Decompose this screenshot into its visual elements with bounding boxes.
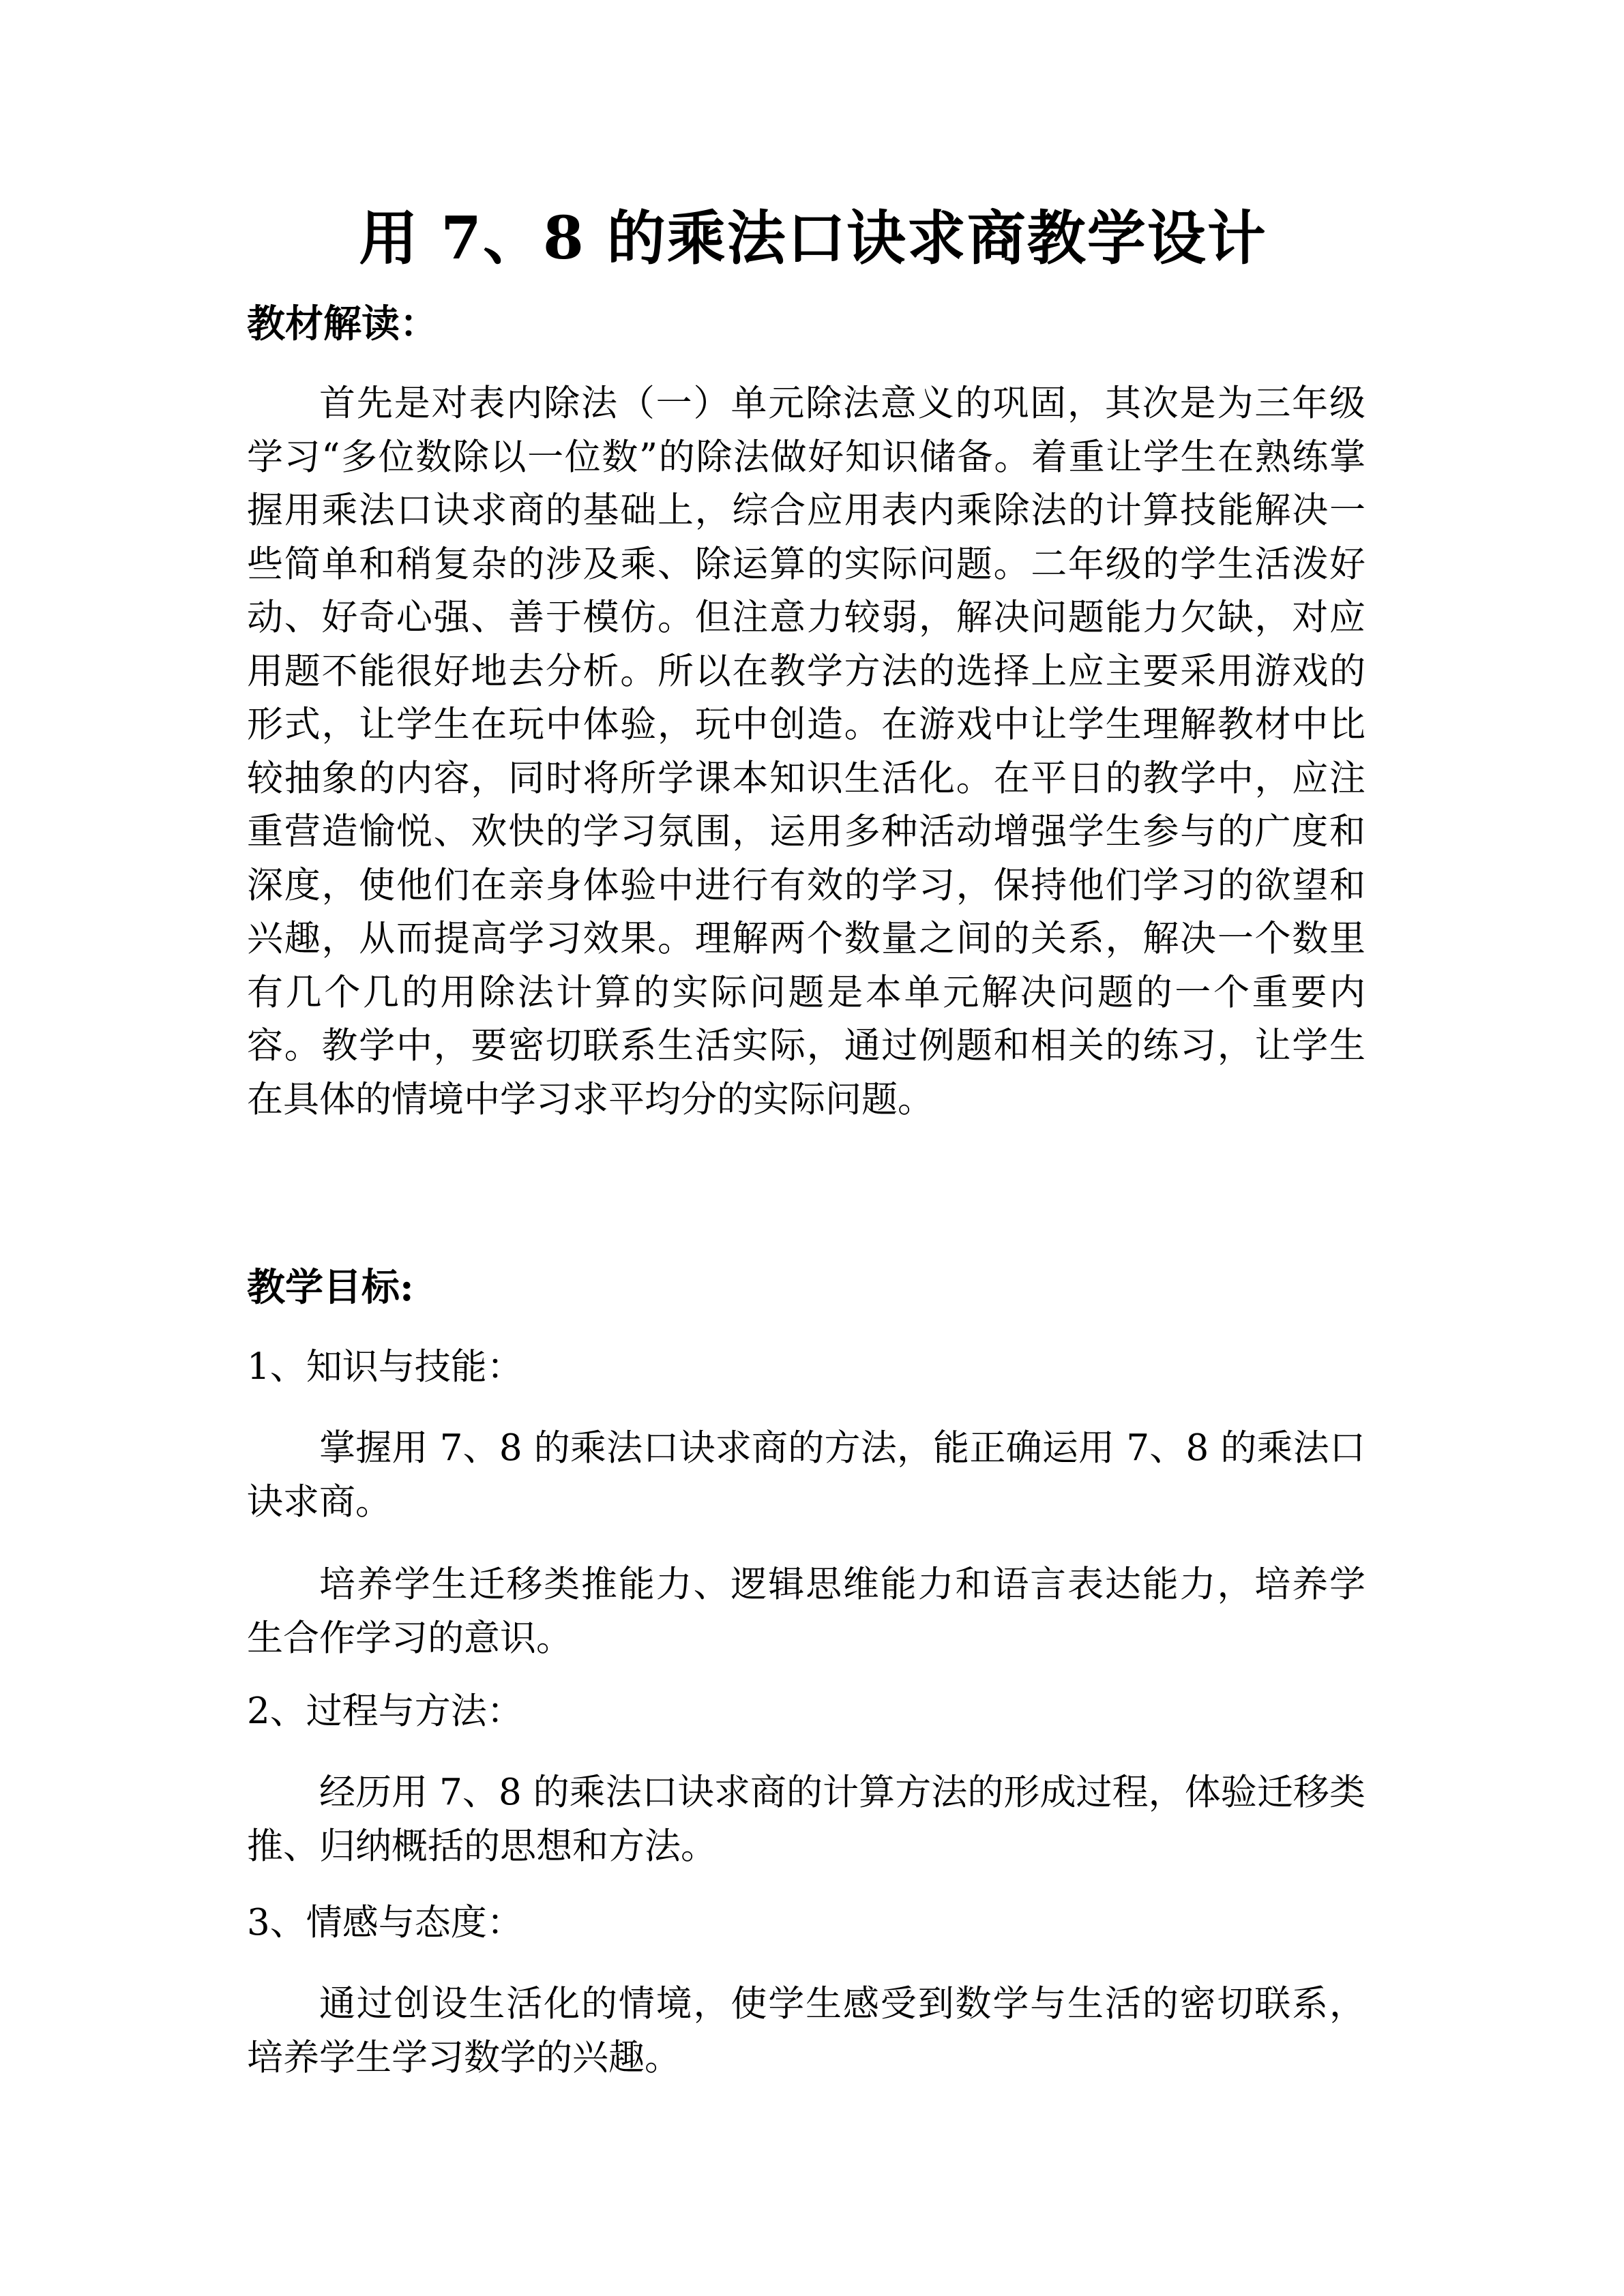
document-title: 用 7、8 的乘法口诀求商教学设计 — [359, 204, 1267, 273]
goal-3-paragraph-1: 通过创设生活化的情境，使学生感受到数学与生活的密切联系，培养学生学习数学的兴趣。 — [247, 1983, 1365, 2078]
goal-1-label: 1、知识与技能： — [247, 1346, 523, 1388]
goal-2-paragraph-1: 经历用 7、8 的乘法口诀求商的计算方法的形成过程，体验迁移类推、归纳概括的思想和方法。 — [247, 1772, 1365, 1867]
section-heading-textbook-analysis: 教材解读： — [247, 301, 438, 346]
goal-2-label: 2、过程与方法： — [247, 1690, 523, 1732]
goal-1-paragraph-1: 掌握用 7、8 的乘法口诀求商的方法，能正确运用 7、8 的乘法口诀求商。 — [247, 1427, 1365, 1523]
textbook-analysis-paragraph: 首先是对表内除法（一）单元除法意义的巩固，其次是为三年级学习“多位数除以一位数”的除法做好知识储备。着重让学生在熟练掌握用乘法口诀求商的基础上，综合应用表内乘除法的计算技能解决一些简单和稍复杂的涉及乘、除运算的实际问题。二年级的学生活泼好动、好奇心强、善于模仿。但注意力较弱，解决问题能力欠缺，对应用题不能很好地去分析。所以在教学方法的选择上应主要采用游戏的形式，让学生在玩中体验，玩中创造。在游戏中让学生理解教材中比较抽象的内容，同时将所学课本知识生活化。在平日的教学中，应注重营造愉悦、欢快的学习氛围，运用多种活动增强学生参与的广度和深度，使他们在亲身体验中进行有效的学习，保持他们学习的欲望和兴趣，从而提高学习效果。理解两个数量之间的关系，解决一个数里有几个几的用除法计算的实际问题是本单元解决问题的一个重要内容。教学中，要密切联系生活实际，通过例题和相关的练习，让学生在具体的情境中学习求平均分的实际问题。 — [247, 383, 1365, 1120]
goal-1-paragraph-2: 培养学生迁移类推能力、逻辑思维能力和语言表达能力，培养学生合作学习的意识。 — [247, 1564, 1365, 1659]
section-heading-teaching-goals: 教学目标: — [247, 1265, 414, 1310]
goal-3-label: 3、情感与态度： — [247, 1902, 523, 1943]
